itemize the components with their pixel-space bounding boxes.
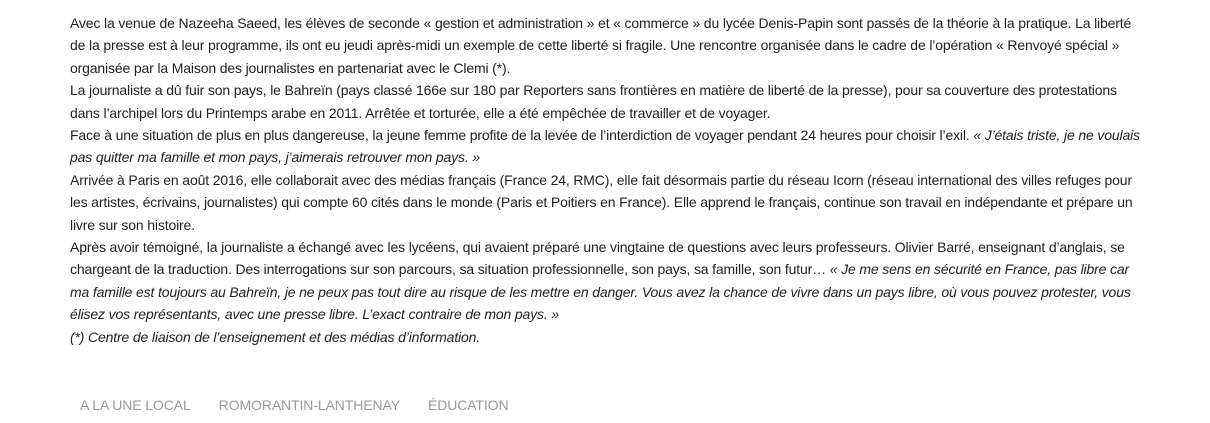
article-paragraph-exchange xyxy=(70,236,1150,326)
tag-link-a-la-une-local[interactable]: A LA UNE LOCAL xyxy=(80,397,191,413)
tag-link-education[interactable]: ÉDUCATION xyxy=(427,397,509,413)
article-body xyxy=(70,12,1150,348)
tag-list xyxy=(80,396,536,414)
paragraph-text: Face à une situation de plus en plus dangereuse, la jeune femme profite de la levée de l’interdiction de voyager pendant 24 heures pour choisir l’exil. xyxy=(70,127,974,144)
article-paragraph-exile xyxy=(70,124,1150,169)
paragraph-text: Après avoir témoigné, la journaliste a échangé avec les lycéens, qui avaient préparé une vingtaine de questions avec leurs professeurs. Olivier Barré, enseignant d’anglais, se chargeant de la traduction. Des interrogations sur son parcours, sa situation professionnelle, son pays, sa famille, son futur… xyxy=(70,239,1125,278)
tag-link-romorantin-lanthenay[interactable]: ROMORANTIN-LANTHENAY xyxy=(218,397,400,413)
article-footnote xyxy=(70,326,1150,348)
quote-text: « J’étais triste, je ne voulais pas quitter ma famille et mon pays, j’aimerais retrouver mon pays. » xyxy=(70,127,1140,166)
footnote-text: (*) Centre de liaison de l’enseignement et des médias d’information. xyxy=(70,328,481,345)
article-paragraph-intro: Avec la venue de Nazeeha Saeed, les élèves de seconde « gestion et administration » et « commerce » du lycée Denis-Papin sont passés de la théorie à la pratique. La liberté de la presse est à leur programme, ils ont eu jeudi après-midi un exemple de cette liberté si fragile. Une rencontre organisée dans le cadre de l’opération « Renvoyé spécial » organisée par la Maison des journalistes en partenariat avec le Clemi (*). xyxy=(70,15,1132,76)
quote-text: « Je me sens en sécurité en France, pas libre car ma famille est toujours au Bahreïn, je ne peux pas tout dire au risque de les mettre en danger. Vous avez la chance de vivre dans un pays libre, où vous pouvez protester, vous élisez vos représentants, avec une presse libre. L’exact contraire de mon pays. » xyxy=(70,261,1131,323)
article-paragraph-background: La journaliste a dû fuir son pays, le Bahreïn (pays classé 166e sur 180 par Reporters sans frontières en matière de liberté de la presse), pour sa couverture des protestations dans l’archipel lors du Printemps arabe en 2011. Arrêtée et torturée, elle a été empêchée de travailler et de voyager. xyxy=(70,82,1117,121)
article-paragraph-paris: Arrivée à Paris en août 2016, elle collaborait avec des médias français (France 24, RMC), elle fait désormais partie du réseau Icorn (réseau international des villes refuges pour les artistes, écrivains, journalistes) qui compte 60 cités dans le monde (Paris et Poitiers en France). Elle apprend le français, continue son travail en indépendante et prépare un livre sur son histoire. xyxy=(70,171,1133,233)
